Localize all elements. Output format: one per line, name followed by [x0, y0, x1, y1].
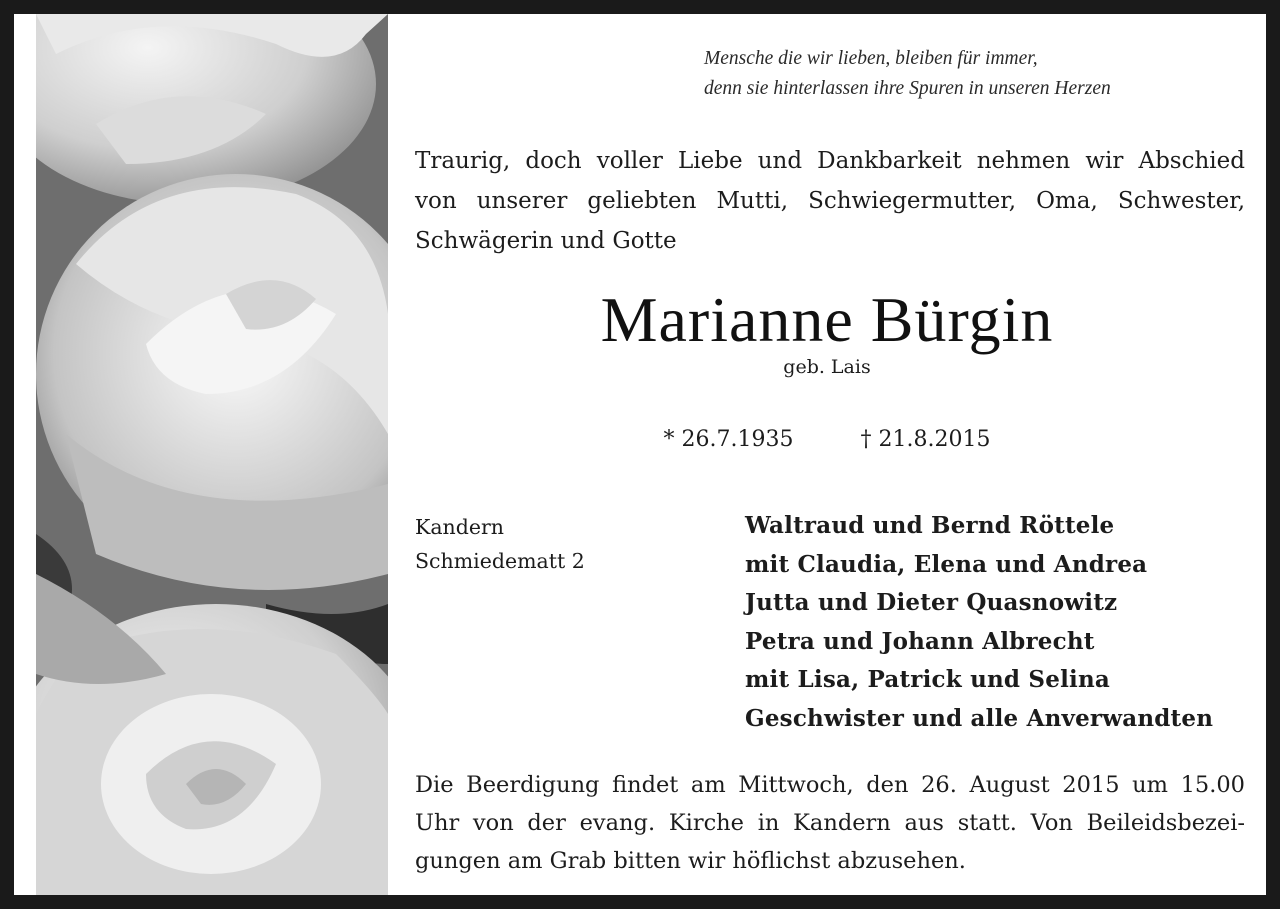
birth-date: * 26.7.1935	[663, 427, 794, 452]
motto-line: denn sie hinterlassen ihre Spuren in unseren Herzen	[704, 78, 1111, 99]
roses-illustration	[36, 14, 388, 895]
address-line: Schmiedematt 2	[415, 549, 585, 573]
maiden-name: geb. Lais	[783, 356, 871, 378]
deceased-name: Marianne Bürgin	[600, 284, 1054, 355]
life-dates	[388, 422, 1266, 458]
address-line: Kandern	[415, 515, 504, 539]
motto-quote	[704, 44, 1224, 104]
intro-line: von unserer geliebten Mutti, Schwiegermutter, Oma, Schwester,	[415, 188, 1245, 214]
address-block	[415, 510, 585, 578]
obituary-notice	[14, 14, 1266, 895]
mourners-list	[745, 507, 1213, 738]
funeral-line: Die Beerdigung findet am Mittwoch, den 26. August 2015 um 15.00	[415, 772, 1245, 798]
death-date: † 21.8.2015	[860, 427, 991, 452]
mourner-line: Geschwister und alle Anverwandten	[745, 704, 1214, 732]
intro-text	[415, 141, 1245, 261]
intro-line: Traurig, doch voller Liebe und Dankbarkeit nehmen wir Abschied	[415, 148, 1245, 174]
mourner-line: mit Lisa, Patrick und Selina	[745, 666, 1110, 693]
funeral-info	[415, 766, 1245, 880]
funeral-line: gungen am Grab bitten wir höflichst abzusehen.	[415, 848, 966, 874]
notice-text	[388, 14, 1266, 895]
mourner-line: Jutta und Dieter Quasnowitz	[745, 589, 1118, 616]
funeral-line: Uhr von der evang. Kirche in Kandern aus statt. Von Beileidsbezei-	[415, 810, 1245, 836]
mourner-line: Waltraud und Bernd Röttele	[745, 512, 1115, 539]
intro-line: Schwägerin und Gotte	[415, 228, 677, 254]
motto-line: Mensche die wir lieben, bleiben für immer,	[704, 48, 1038, 69]
mourner-line: mit Claudia, Elena und Andrea	[745, 550, 1148, 578]
roses-photo	[36, 14, 388, 895]
mourner-line: Petra und Johann Albrecht	[745, 627, 1095, 655]
